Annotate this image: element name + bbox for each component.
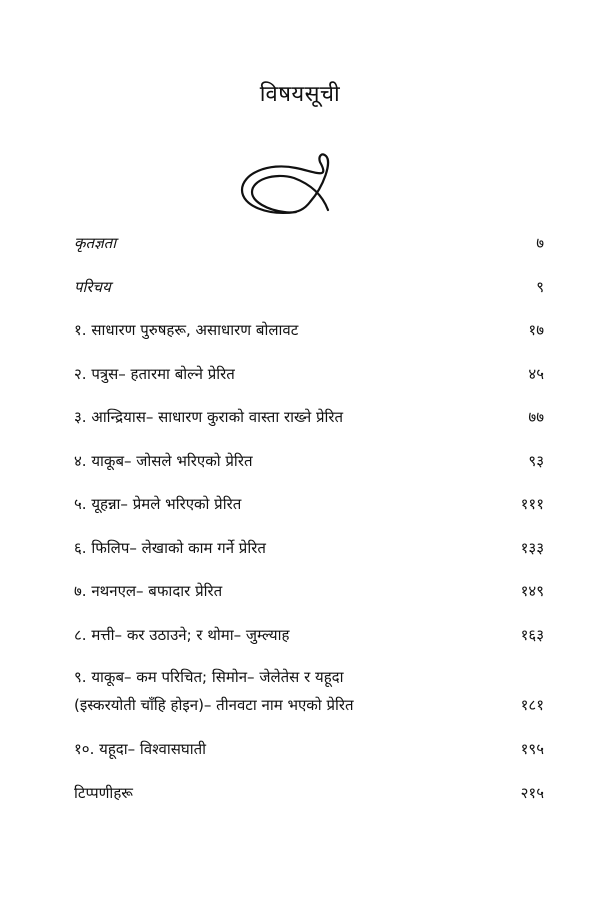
toc-entry-label: कृतज्ञता <box>74 234 117 252</box>
toc-entry-label: १. साधारण पुरुषहरू, असाधारण बोलावट <box>74 321 299 339</box>
toc-entry-label: २. पत्रुस– हतारमा बोल्ने प्रेरित <box>74 365 235 383</box>
toc-entry-page: ७७ <box>528 408 544 426</box>
toc-entry-page: १९५ <box>520 740 544 758</box>
page-title: विषयसूची <box>259 82 341 107</box>
toc-entry-label: ७. नथनएल– बफादार प्रेरित <box>74 582 223 600</box>
toc-entry-page: १७ <box>528 321 544 339</box>
toc-entry-page: १८१ <box>520 696 544 714</box>
toc-entry-label: ६. फिलिप– लेखाको काम गर्ने प्रेरित <box>74 539 266 557</box>
toc-entry-page: १३३ <box>520 539 544 557</box>
toc-entry[interactable] <box>74 666 544 714</box>
toc-entry-page: १६३ <box>520 626 544 644</box>
toc-entry-page: ४५ <box>528 365 544 383</box>
toc-entry-page: ९ <box>536 278 544 296</box>
flourish-ornament-icon <box>238 150 348 216</box>
toc-entry-page: ७ <box>536 234 544 252</box>
toc-entry-label-line2: (इस्करयोती चाँहि होइन)– तीनवटा नाम भएको प्रेरित <box>74 696 354 714</box>
toc-entry-page: १११ <box>520 495 544 513</box>
toc-entry-page: १४९ <box>520 582 544 600</box>
toc-entry-label: ३. आन्द्रियास– साधारण कुराको वास्ता राख्ने प्रेरित <box>74 408 344 426</box>
toc-entry-label: १०. यहूदा– विश्वासघाती <box>74 740 207 758</box>
toc-entry-label: ४. याकूब– जोसले भरिएको प्रेरित <box>74 452 253 470</box>
toc-entry-label-line1: ९. याकूब– कम परिचित; सिमोन– जेलेतेस र यहूदा <box>74 668 344 686</box>
toc-entry-page: २१५ <box>520 784 544 802</box>
toc-entry-page: ९३ <box>528 452 544 470</box>
toc-entry-label: टिप्पणीहरू <box>74 784 133 802</box>
toc-entry-label: ८. मत्ती– कर उठाउने; र थोमा– जुम्ल्याह <box>74 626 290 644</box>
toc-entry-label: ५. यूहन्ना– प्रेमले भरिएको प्रेरित <box>74 495 242 513</box>
toc-entry-label: परिचय <box>74 278 111 296</box>
